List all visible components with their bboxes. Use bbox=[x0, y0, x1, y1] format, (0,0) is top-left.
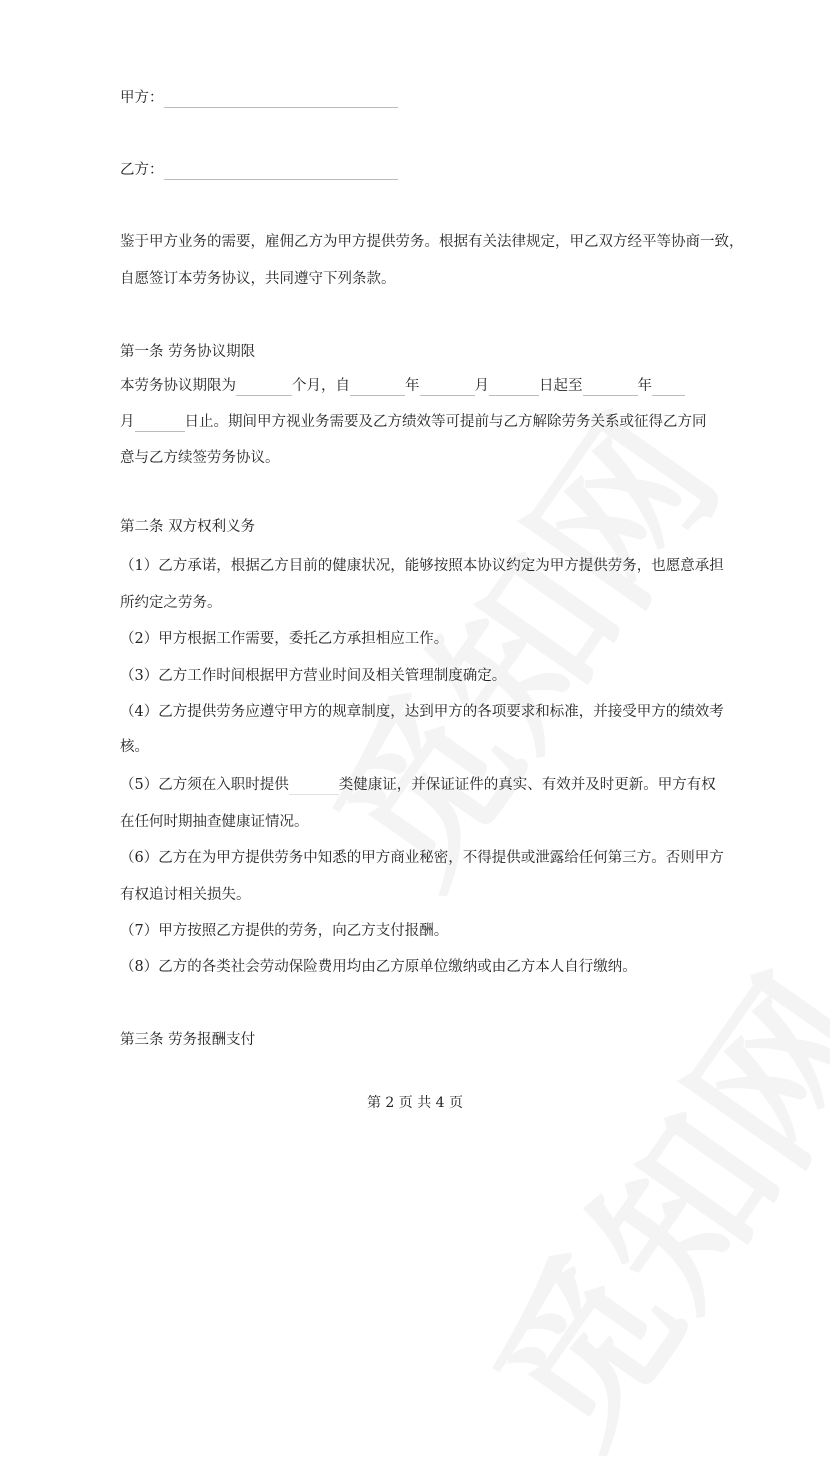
text: 日起至 bbox=[539, 378, 583, 394]
item-4: 核。 bbox=[120, 739, 149, 755]
party-b-line bbox=[120, 160, 398, 180]
blank bbox=[420, 381, 475, 396]
blank bbox=[652, 381, 685, 396]
article-1-title: 第一条 劳务协议期限 bbox=[120, 344, 256, 360]
party-a-label: 甲方： bbox=[120, 90, 164, 106]
party-a-line bbox=[120, 88, 398, 108]
item-6: （6）乙方在为甲方提供劳务中知悉的甲方商业秘密，不得提供或泄露给任何第三方。否则甲方 bbox=[120, 850, 724, 866]
blank bbox=[583, 381, 638, 396]
item-5: 在任何时期抽查健康证情况。 bbox=[120, 814, 309, 830]
item-3: （3）乙方工作时间根据甲方营业时间及相关管理制度确定。 bbox=[120, 668, 507, 684]
article-3-title: 第三条 劳务报酬支付 bbox=[120, 1032, 256, 1048]
blank bbox=[289, 780, 339, 795]
blank bbox=[489, 381, 539, 396]
item-4: （4）乙方提供劳务应遵守甲方的规章制度，达到甲方的各项要求和标准，并接受甲方的绩效考 bbox=[120, 704, 724, 720]
article-1-line: 意与乙方续签劳务协议。 bbox=[120, 450, 280, 466]
item-8: （8）乙方的各类社会劳动保险费用均由乙方原单位缴纳或由乙方本人自行缴纳。 bbox=[120, 959, 637, 975]
item-2: （2）甲方根据工作需要，委托乙方承担相应工作。 bbox=[120, 631, 449, 647]
article-1-line bbox=[120, 376, 685, 396]
watermark bbox=[428, 923, 830, 1481]
party-a-blank bbox=[164, 93, 398, 108]
text: 月 bbox=[474, 378, 489, 394]
party-b-blank bbox=[164, 165, 398, 180]
article-1-line bbox=[120, 412, 707, 432]
item-1: 所约定之劳务。 bbox=[120, 595, 222, 611]
item-1: （1）乙方承诺，根据乙方目前的健康状况，能够按照本协议约定为甲方提供劳务，也愿意承担 bbox=[120, 558, 724, 574]
blank bbox=[350, 381, 405, 396]
party-b-label: 乙方： bbox=[120, 162, 164, 178]
text: 本劳务协议期限为 bbox=[120, 378, 236, 394]
page-footer: 第 2 页 共 4 页 bbox=[366, 1095, 464, 1111]
text: 类健康证，并保证证件的真实、有效并及时更新。甲方有权 bbox=[338, 777, 716, 793]
text: 月 bbox=[120, 414, 135, 430]
text: （5）乙方须在入职时提供 bbox=[120, 777, 289, 793]
text: 年 bbox=[405, 378, 420, 394]
item-7: （7）甲方按照乙方提供的劳务，向乙方支付报酬。 bbox=[120, 923, 449, 939]
text: 年 bbox=[637, 378, 652, 394]
article-2-title: 第二条 双方权利义务 bbox=[120, 519, 256, 535]
blank bbox=[236, 381, 292, 396]
intro-line: 自愿签订本劳务协议，共同遵守下列条款。 bbox=[120, 271, 396, 287]
text: 日止。期间甲方视业务需要及乙方绩效等可提前与乙方解除劳务关系或征得乙方同 bbox=[184, 414, 707, 430]
text: 个月，自 bbox=[292, 378, 350, 394]
intro-line: 鉴于甲方业务的需要，雇佣乙方为甲方提供劳务。根据有关法律规定，甲乙双方经平等协商一致， bbox=[120, 234, 744, 250]
item-6: 有权追讨相关损失。 bbox=[120, 887, 251, 903]
item-5 bbox=[120, 775, 716, 795]
blank bbox=[135, 417, 185, 432]
